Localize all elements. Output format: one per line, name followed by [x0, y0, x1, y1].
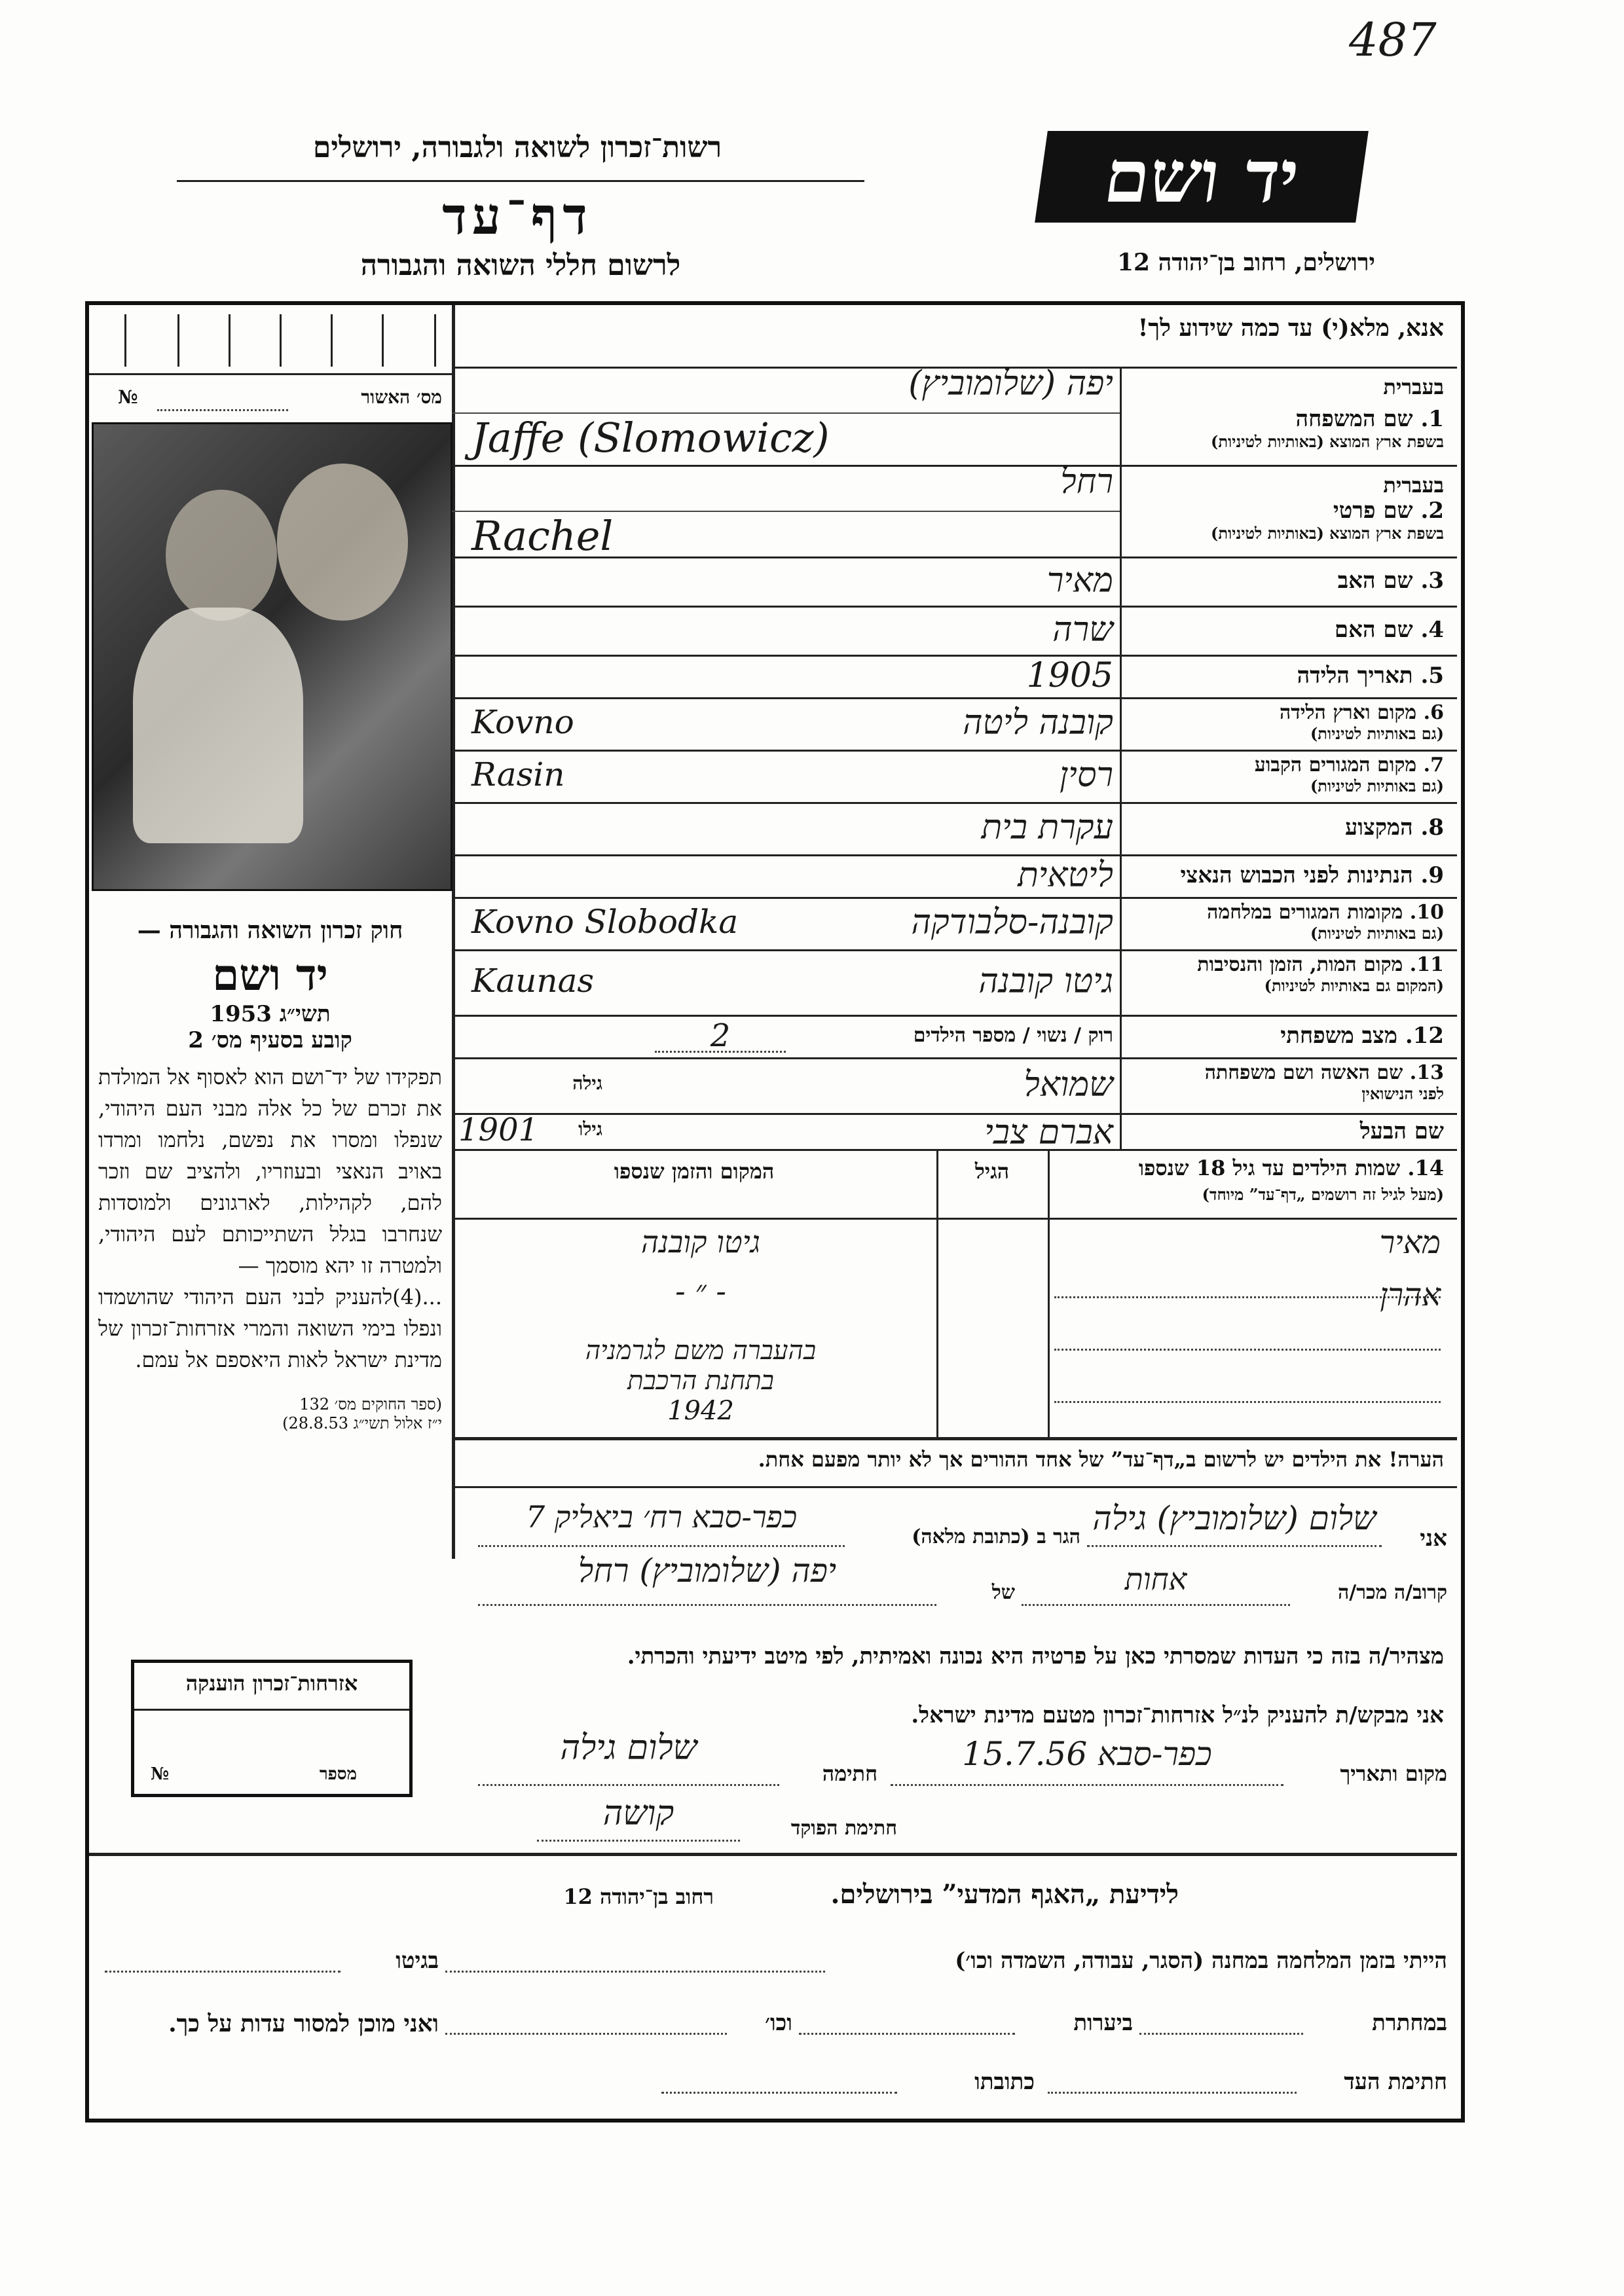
- signature-value: שלום גילה: [560, 1728, 697, 1768]
- authority-name: רשות־זכרון לשואה ולגבורה, ירושלים: [312, 131, 722, 164]
- law-year: תשי״ג 1953: [210, 1001, 331, 1027]
- law-name: יד ושם: [212, 949, 328, 1000]
- field-value-he-1: יפה (שלומוביץ): [908, 364, 1113, 403]
- children-place-col: המקום והזמן שנספו: [614, 1159, 775, 1184]
- field-value-he-13: שמואל: [1024, 1065, 1113, 1104]
- field-label-9: 9. הנתינות לפני הכבוש הנאצי: [1180, 862, 1444, 888]
- field-value-he-8: עקרת בית: [981, 808, 1113, 847]
- field-value-he-7: רסין: [1059, 756, 1113, 795]
- in-hebrew-label-1: בעברית: [1383, 374, 1444, 399]
- field-value-he-5: 1905: [1026, 655, 1113, 695]
- officer-signature-value: קושה: [602, 1794, 674, 1833]
- children-label: 14. שמות הילדים עד גיל 18 שנספו: [1138, 1156, 1444, 1180]
- in-hebrew-label-2: בעברית: [1383, 473, 1444, 498]
- yad-vashem-logo: יד ושם: [1035, 131, 1369, 223]
- citizenship-number-label: מספר: [319, 1764, 357, 1784]
- field-value-latin-1: Jaffe (Slomowicz): [471, 414, 830, 462]
- bottom-ghetto: בגיטו: [396, 1948, 439, 1974]
- field-value-latin-11: Kaunas: [471, 962, 595, 1000]
- bottom-notice-address: רחוב בן־יהודה 12: [563, 1884, 714, 1909]
- field-value-he-11: גיטו קובנה: [978, 962, 1113, 1001]
- age-label-13: גילה: [572, 1072, 602, 1094]
- child-place-2: - ״ -: [675, 1273, 726, 1309]
- officer-signature-label: חתימת הפוקד: [790, 1817, 897, 1840]
- field-value-latin-2: Rachel: [471, 512, 614, 560]
- field-label-7: 7. מקום המגורים הקבוע (גם באותיות לטיניות): [1254, 754, 1444, 795]
- bottom-etc: וכו׳: [765, 2010, 792, 2036]
- citizenship-title: אזרחות־זכרון הוענקה: [185, 1671, 358, 1696]
- field-label-14: שם הבעל: [1359, 1118, 1444, 1144]
- request-text: אני מבקש/ת להעניק לנ״ל אזרחות־זכרון מטעם מדינת ישראל.: [911, 1702, 1444, 1728]
- of-label: של: [991, 1581, 1015, 1604]
- field-value-latin-7: Rasin: [471, 756, 565, 793]
- address-top: ירושלים, רחוב בן־יהודה 12: [1116, 249, 1375, 276]
- field-label-10: 10. מקומות המגורים במלחמה (גם באותיות לטיניות): [1207, 901, 1444, 943]
- witness-ani-label: אני: [1420, 1525, 1447, 1552]
- place-date-value: כפר-סבא 15.7.56: [962, 1735, 1212, 1773]
- field-label-13: 13. שם האשה ושם משפחתה לפני הנישואין: [1204, 1061, 1444, 1103]
- approval-label: מס׳ האשור: [361, 386, 442, 408]
- child-name-1: מאיר: [1379, 1224, 1441, 1261]
- law-text: תפקידו של יד־ושם הוא לאסוף אל המולדת את זכרם של כל אלה מבני העם היהודי, שנפלו ומסרו את נפשם, נלחמו ומרדו באויב הנאצי ובעוזריו, ולהציב שם וזכר להם, לקהילות, לארגונים ולמוסדות שנחרבו בגלל השתייכותם לעם היהודי, ולמטרה זו יהא מוסמך —: [98, 1065, 442, 1278]
- citizenship-no: №: [151, 1764, 170, 1784]
- of-value: יפה (שלומוביץ) רחל: [578, 1552, 837, 1590]
- witness-address-label: הגר ב (כתובת מלאה): [912, 1525, 1080, 1548]
- children-sub: (מעל לגיל זה רושמים „דף־עד” מיוחד): [1202, 1185, 1444, 1204]
- header-instruction: אנא, מלא(י) עד כמה שידוע לך!: [1137, 314, 1444, 342]
- children-count: 2: [710, 1017, 731, 1054]
- field-value-he-3: מאיר: [1046, 560, 1113, 600]
- field-label-2: 2. שם פרטי בשפת ארץ המוצא (באותיות לטיניות): [1211, 498, 1444, 543]
- field-value-he-9: ליטאית: [1018, 855, 1113, 895]
- age-label-14: גילו: [578, 1118, 602, 1140]
- form-subtitle: לרשום חללי השואה והגבורה: [360, 249, 681, 282]
- bottom-line-camp: הייתי בזמן המלחמה במחנה (הסגר, עבודה, השמדה וכו׳): [955, 1948, 1447, 1974]
- bottom-ready: ואני מוכן למסור עדות על כך.: [168, 2010, 439, 2037]
- signature-label: חתימה: [822, 1761, 877, 1786]
- field-value-he-6: קובנה ליטה: [963, 703, 1113, 742]
- relation-value: אחות: [1124, 1561, 1187, 1597]
- place-date-label: מקום ותאריך: [1340, 1761, 1447, 1786]
- children-note: בהעברה משם לגרמניה בתחנת הרכבת 1942: [585, 1336, 817, 1426]
- law-title: חוק זכרון השואה והגבורה —: [137, 917, 403, 944]
- bottom-address: כתובתו: [974, 2069, 1035, 2095]
- corner-mark: 487: [1349, 13, 1437, 67]
- victim-photo: [92, 422, 452, 891]
- law-section: [98, 917, 442, 1433]
- field-value-he-10: קובנה-סלבודקה: [911, 903, 1113, 942]
- declaration-text: מצהיר/ה בזה כי העדות שמסרתי כאן על פרטיה היא נכונה ואמיתית, לפי מיטב ידיעתי והכרתי.: [627, 1643, 1444, 1669]
- citizenship-box: [131, 1660, 413, 1797]
- field-label-5: 5. תאריך הלידה: [1297, 662, 1444, 689]
- child-place-1: גיטו קובנה: [641, 1224, 760, 1260]
- law-text-2: ...(4)להעניק לבני העם היהודי שהושמדו ונפלו בימי השואה והמרי אזרחות־זכרון של מדינת ישראל לאות היאספם אל עמם.: [98, 1285, 442, 1372]
- field-label-1: 1. שם המשפחה בשפת ארץ המוצא (באותיות לטיניות): [1211, 406, 1444, 451]
- field-label-8: 8. המקצוע: [1344, 814, 1444, 841]
- child-name-2: אהרן: [1380, 1277, 1441, 1313]
- age-value-14: 1901: [458, 1112, 539, 1148]
- law-ref-2: י״ז אלול תשי״ג 28.8.53): [282, 1414, 442, 1432]
- witness-address: כפר-סבא רח׳ ביאליק 7: [525, 1499, 798, 1535]
- field-value-latin-10: Kovno Slobodka: [471, 903, 739, 941]
- field-label-6: 6. מקום וארץ הלידה (גם באותיות לטיניות): [1279, 701, 1444, 743]
- field-label-12: 12. מצב משפחתי: [1280, 1022, 1444, 1049]
- law-ref-1: (ספר החוקים מס׳ 132: [299, 1395, 442, 1413]
- form-title: דף־עד: [442, 187, 593, 246]
- relation-label: קרוב/ה מכר/ה: [1338, 1581, 1447, 1604]
- bottom-notice: לידיעת „האגף המדעי” בירושלים.: [830, 1879, 1179, 1910]
- children-age-col: הגיל: [974, 1159, 1010, 1184]
- field-value-he-12: רוק / נשוי / מספר הילדים: [913, 1024, 1113, 1047]
- bottom-witness-signature: חתימת העד: [1344, 2069, 1447, 2095]
- note-row: הערה! את הילדים יש לרשום ב„דף־עד” של אחד ההורים אך לא יותר מפעם אחת.: [758, 1447, 1444, 1472]
- bottom-underground: במחתרת: [1372, 2010, 1447, 2036]
- field-value-he-14: אברם צבי: [984, 1113, 1113, 1152]
- field-label-11: 11. מקום המות, הזמן והנסיבות (המקום גם באותיות לטיניות): [1197, 953, 1444, 995]
- field-label-3: 3. שם האב: [1337, 567, 1444, 594]
- approval-no: №: [118, 386, 138, 408]
- law-section-ref: קובע בסעיף מס׳ 2: [188, 1027, 352, 1053]
- field-value-latin-6: Kovno: [471, 703, 574, 741]
- field-value-he-4: שרה: [1052, 610, 1113, 649]
- field-value-he-2: רחל: [1060, 462, 1113, 501]
- witness-name: שלום (שלומוביץ) גילה: [1092, 1499, 1376, 1537]
- approval-boxes: [124, 314, 436, 367]
- bottom-forests: ביערות: [1073, 2010, 1133, 2036]
- field-label-4: 4. שם האם: [1334, 616, 1444, 643]
